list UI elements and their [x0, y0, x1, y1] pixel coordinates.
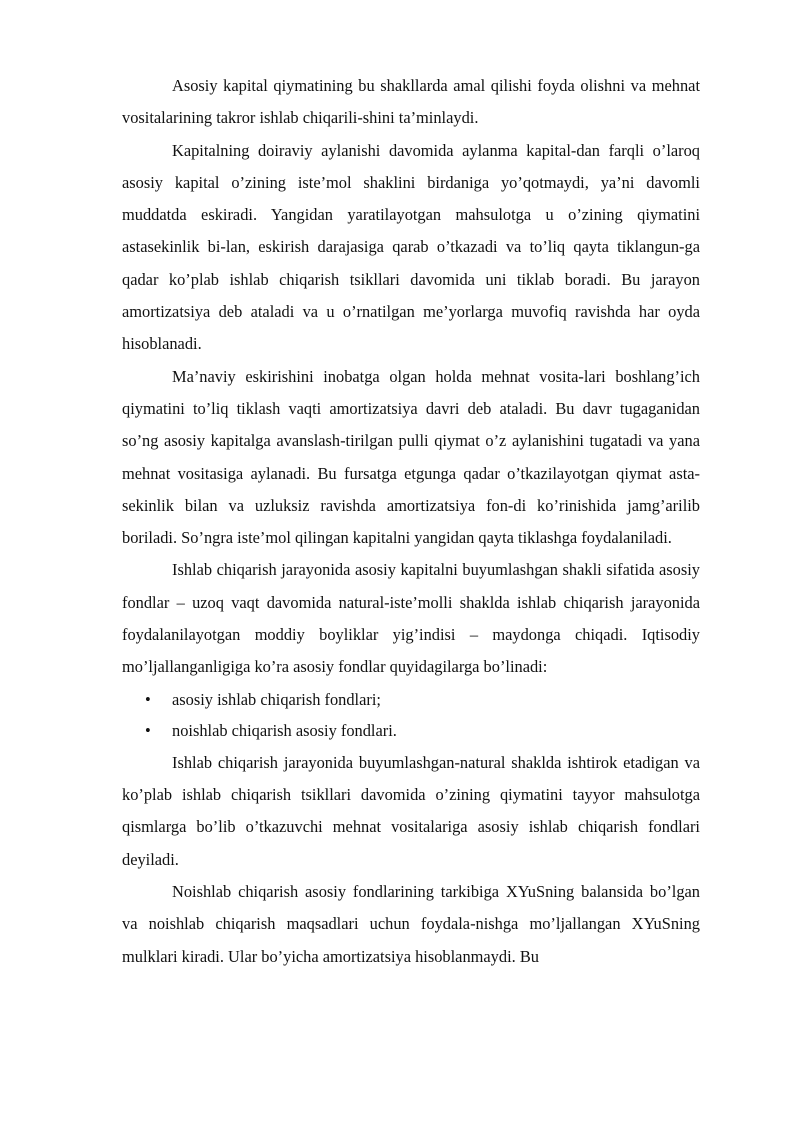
list-item-text: noishlab chiqarish asosiy fondlari.	[172, 721, 397, 741]
paragraph: Ishlab chiqarish jarayonida buyumlashgan-natural shaklda ishtirok etadigan va ko’plab ishlab chiqarish tsikllari davomida o’zining qiymatini tayyor mahsulotga qismlarga bo’lib o’tkazuvchi mehnat vositalariga asosiy ishlab chiqarish fondlari deyiladi.	[122, 752, 700, 869]
paragraph: Asosiy kapital qiymatining bu shakllarda amal qilishi foyda olishni va mehnat vositalarining takror ishlab chiqarili-shini ta’minlaydi.	[122, 76, 700, 128]
paragraph: Ishlab chiqarish jarayonida asosiy kapitalni buyumlashgan shakli sifatida asosiy fondlar – uzoq vaqt davomida natural-iste’molli shaklda ishlab chiqarish jarayonida foydalanilayotgan moddiy boyliklar yig’indisi – maydonga chiqadi. Iqtisodiy mo’ljallanganligiga ko’ra asosiy fondlar quyidagilarga bo’linadi:	[122, 560, 700, 677]
paragraph: Ma’naviy eskirishini inobatga olgan holda mehnat vosita-lari boshlang’ich qiymatini to’liq tiklash vaqti amortizatsiya davri deb ataladi. Bu davr tugaganidan so’ng asosiy kapitalga avanslash-tirilgan pulli qiymat o’z aylanishini tugatadi va yana mehnat vositasiga aylanadi. Bu fursatga etgunga qadar o’tkazilayotgan qiymat asta-sekinlik bilan va uzluksiz ravishda amortizatsiya fon-di ko’rinishida jamg’arilib boriladi. So’ngra iste’mol qilingan kapitalni yangidan qayta tiklashga foydalaniladi.	[122, 366, 700, 548]
list-item	[122, 715, 700, 747]
bullet-icon: •	[145, 721, 151, 741]
paragraph: Kapitalning doiraviy aylanishi davomida aylanma kapital-dan farqli o’laroq asosiy kapital o’zining iste’mol shaklini birdaniga yo’qotmaydi, ya’ni davomli muddatda eskiradi. Yangidan yaratilayotgan mahsulotga u o’zining qiymatini astasekinlik bi-lan, eskirish darajasiga qarab o’tkazadi va to’liq qayta tiklangun-ga qadar ko’plab ishlab chiqarish tsikllari davomida uni tiklab boradi. Bu jarayon amortizatsiya deb ataladi va u o’rnatilgan me’yorlarga muvofiq ravishda har oyda hisoblanadi.	[122, 140, 700, 354]
bullet-icon: •	[145, 689, 151, 709]
document-page	[122, 70, 700, 973]
list-item-text: asosiy ishlab chiqarish fondlari;	[172, 689, 381, 709]
list-item	[122, 684, 700, 716]
paragraph: Noishlab chiqarish asosiy fondlarining tarkibiga XYuSning balansida bo’lgan va noishlab chiqarish maqsadlari uchun foydala-nishga mo’ljallangan XYuSning mulklari kiradi. Ular bo’yicha amortizatsiya hisoblanmaydi. Bu	[122, 882, 700, 966]
bullet-list	[122, 684, 700, 747]
